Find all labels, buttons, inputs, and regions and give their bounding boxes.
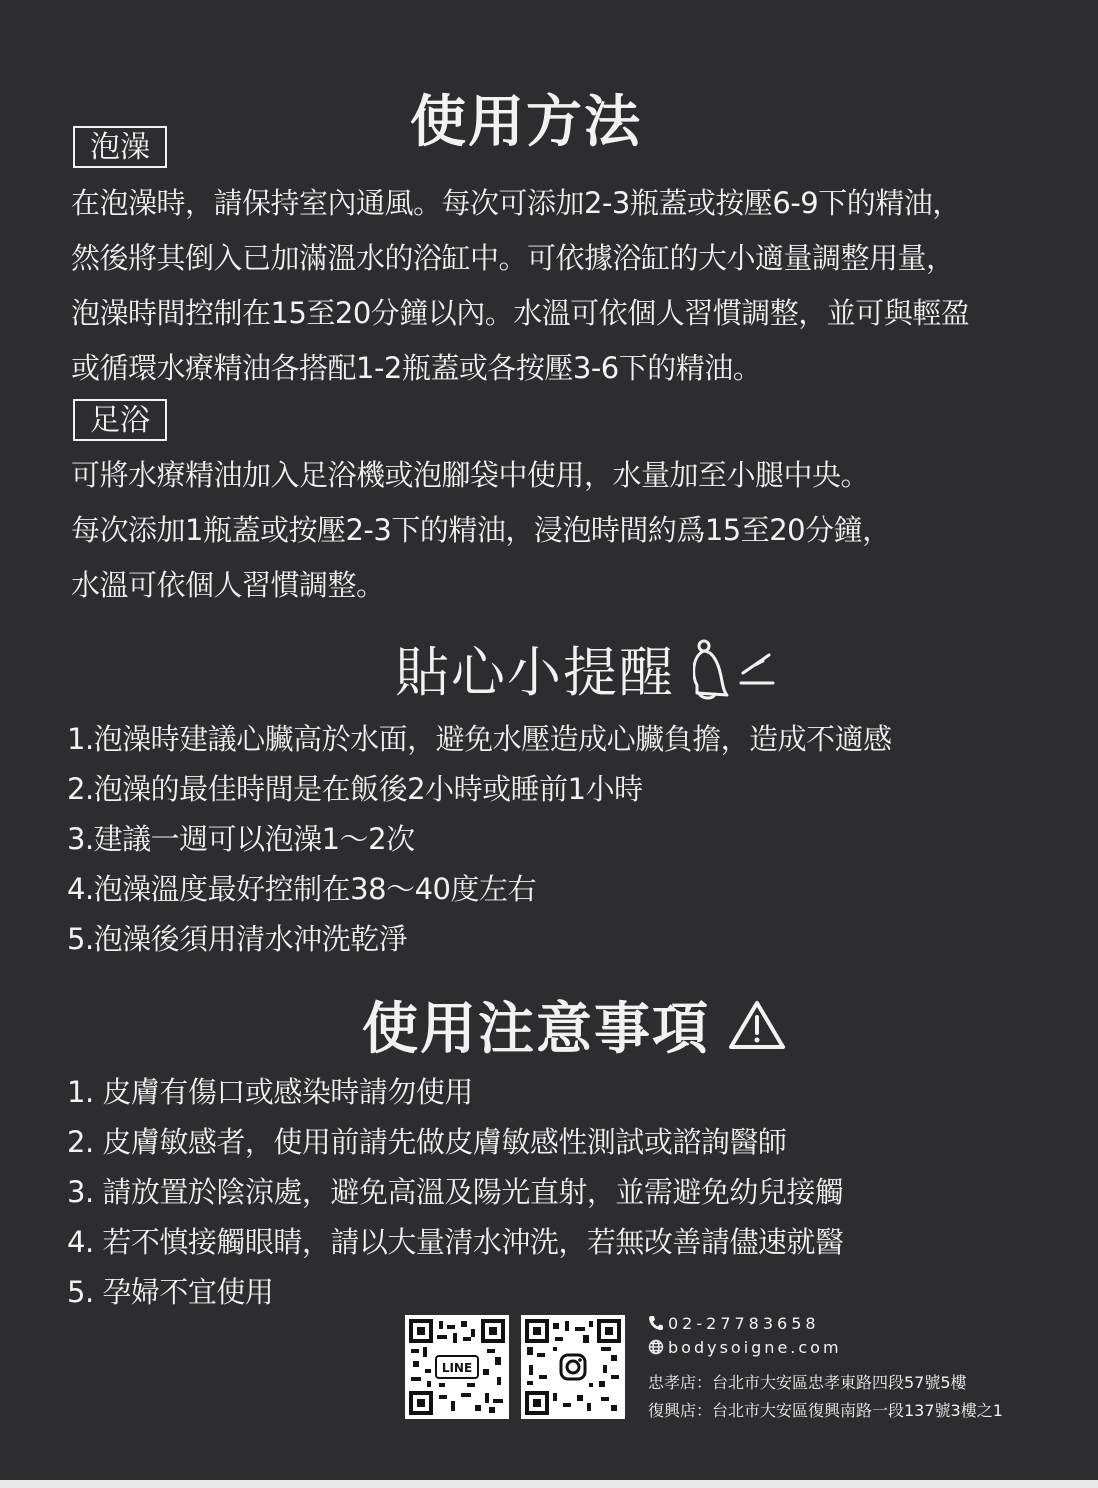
tips-item: 4.泡澡溫度最好控制在38～40度左右: [67, 872, 536, 906]
bath-line: 在泡澡時，請保持室內通風。每次可添加2-3瓶蓋或按壓6-9下的精油，: [71, 186, 961, 220]
tips-item: 5.泡澡後須用清水沖洗乾淨: [67, 922, 408, 956]
instagram-qr-code[interactable]: [521, 1315, 625, 1419]
cautions-item: 5. 孕婦不宜使用: [67, 1275, 274, 1309]
bath-line: 然後將其倒入已加滿溫水的浴缸中。可依據浴缸的大小適量調整用量，: [71, 241, 955, 275]
bell-icon: [693, 637, 779, 701]
store-address: 復興店：台北市大安區復興南路一段137號3樓之1: [648, 1401, 1003, 1420]
bath-line: 或循環水療精油各搭配1-2瓶蓋或各按壓3-6下的精油。: [71, 351, 762, 385]
cautions-list: [67, 1067, 843, 1317]
cautions-item: 4. 若不慎接觸眼睛，請以大量清水沖洗，若無改善請儘速就醫: [67, 1225, 844, 1259]
foot-line: 水溫可依個人習慣調整。: [71, 568, 385, 602]
tips-item: 3.建議一週可以泡澡1～2次: [67, 822, 415, 856]
bath-tag: 泡澡: [73, 126, 167, 168]
phone-number[interactable]: 02-27783658: [668, 1313, 820, 1333]
bath-line: 泡澡時間控制在15至20分鐘以內。水溫可依個人習慣調整，並可與輕盈: [71, 296, 970, 330]
tips-heading: [395, 630, 779, 707]
cautions-title: 使用注意事項: [362, 997, 710, 1062]
foot-line: 可將水療精油加入足浴機或泡腳袋中使用，水量加至小腿中央。: [71, 458, 870, 492]
phone-icon: [648, 1315, 664, 1331]
contact-info: [648, 1313, 1003, 1425]
foot-line: 每次添加1瓶蓋或按壓2-3下的精油，浸泡時間約爲15至20分鐘，: [71, 513, 891, 547]
cautions-heading: [362, 985, 786, 1065]
tips-list: [67, 714, 892, 964]
cautions-item: 2. 皮膚敏感者，使用前請先做皮膚敏感性測試或諮詢醫師: [67, 1125, 787, 1159]
tips-item: 2.泡澡的最佳時間是在飯後2小時或睡前1小時: [67, 772, 643, 806]
line-qr-code[interactable]: [405, 1315, 509, 1419]
cautions-item: 1. 皮膚有傷口或感染時請勿使用: [67, 1075, 473, 1109]
cautions-item: 3. 請放置於陰涼處，避免高溫及陽光直射，並需避免幼兒接觸: [67, 1175, 844, 1209]
usage-title: 使用方法: [410, 90, 642, 155]
website-link[interactable]: bodysoigne.com: [668, 1337, 842, 1357]
warning-icon: [728, 999, 786, 1051]
tips-item: 1.泡澡時建議心臟高於水面，避免水壓造成心臟負擔，造成不適感: [67, 722, 892, 756]
line-qr-label: LINE: [441, 1361, 473, 1375]
bottom-border: [0, 1480, 1098, 1488]
globe-icon: [648, 1339, 664, 1355]
store-address: 忠孝店：台北市大安區忠孝東路四段57號5樓: [648, 1373, 967, 1392]
foot-tag: 足浴: [73, 399, 167, 441]
foot-paragraph: [71, 448, 891, 613]
bath-paragraph: [71, 176, 969, 396]
tips-title: 貼心小提醒: [395, 641, 675, 704]
